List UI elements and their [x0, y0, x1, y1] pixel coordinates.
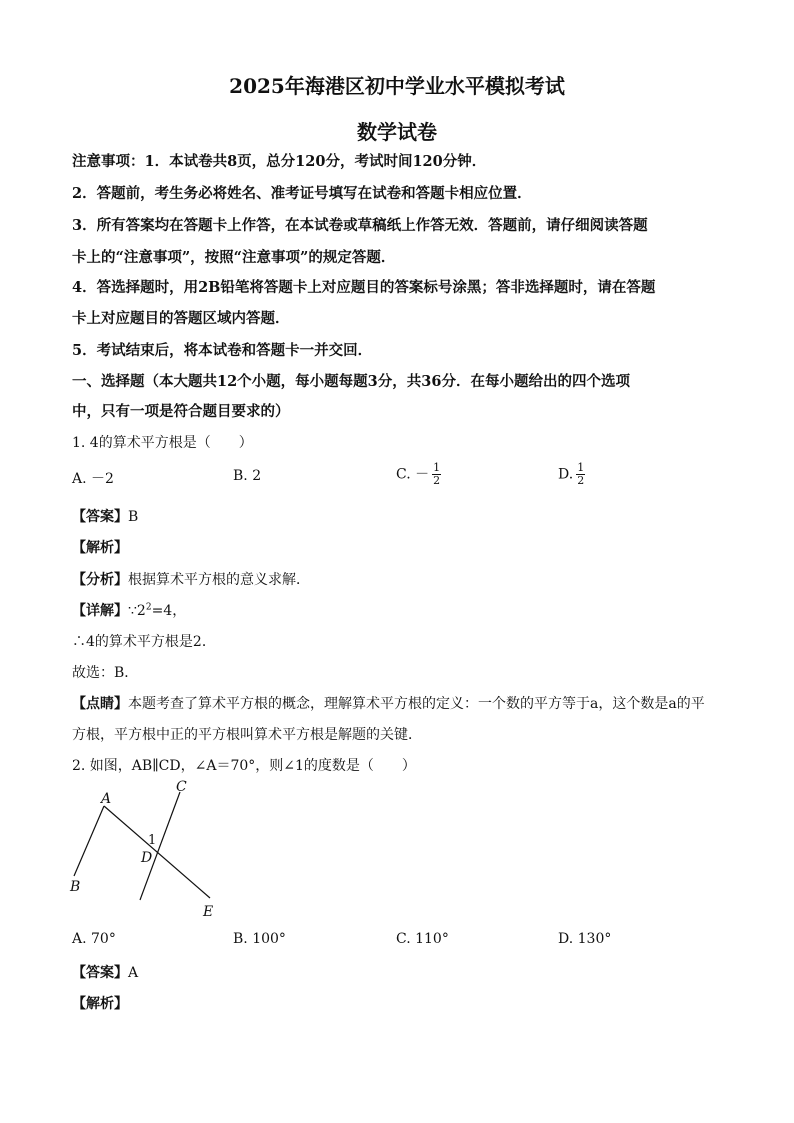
q1-option-d-prefix: D. — [558, 466, 574, 483]
answer-tag: 【答案】 — [72, 965, 128, 981]
dianjing-text: 本题考查了算术平方根的概念，理解算术平方根的定义：一个数的平方等于a，这个数是a的平 — [128, 696, 705, 712]
fraction-numerator: 1 — [433, 461, 441, 474]
q1-analysis-tag: 【解析】 — [72, 540, 128, 556]
fraction-denominator: 2 — [433, 474, 441, 487]
q2-option-b: B. 100° — [233, 931, 286, 947]
xiangjie-exponent: 2 — [145, 602, 152, 613]
label-e: E — [203, 904, 214, 920]
q2-option-a: A. 70° — [72, 931, 116, 947]
q1-fenxi — [72, 569, 310, 589]
label-a: A — [101, 791, 112, 807]
q2-geometry-figure — [62, 776, 232, 926]
q1-dianjing — [72, 693, 705, 713]
q2-answer — [72, 962, 138, 982]
page-subtitle: 数学试卷 — [357, 120, 437, 144]
q1-option-b: B. 2 — [233, 468, 262, 484]
line-ae — [104, 806, 210, 898]
q1-option-d — [558, 462, 585, 487]
q1-stem: 1. 4的算术平方根是（ ） — [72, 435, 253, 451]
fenxi-text: 根据算术平方根的意义求解． — [128, 572, 310, 588]
q2-stem: 2. 如图，AB∥CD，∠A＝70°，则∠1的度数是（ ） — [72, 758, 416, 774]
label-c: C — [176, 779, 187, 795]
line-ab — [74, 806, 104, 876]
section-heading-line2: 中，只有一项是符合题目要求的） — [72, 403, 290, 420]
answer-value: B — [128, 509, 139, 525]
fraction-denominator: 2 — [577, 474, 585, 487]
xiangjie-tag: 【详解】 — [72, 603, 128, 619]
q2-option-d: D. 130° — [558, 931, 612, 947]
xiangjie-pre: ∵2 — [128, 603, 146, 619]
label-angle-1: 1 — [148, 833, 157, 848]
q1-line3: 故选：B． — [72, 665, 139, 681]
answer-value: A — [128, 965, 139, 981]
answer-tag: 【答案】 — [72, 509, 128, 525]
page-title: 2025年海港区初中学业水平模拟考试 — [229, 74, 565, 98]
q1-option-d-fraction — [576, 462, 585, 487]
q2-analysis-tag: 【解析】 — [72, 996, 128, 1012]
q1-option-c-prefix: C. － — [396, 466, 430, 483]
fenxi-tag: 【分析】 — [72, 572, 128, 588]
note-5: 5．考试结束后，将本试卷和答题卡一并交回． — [72, 342, 373, 359]
note-4b: 卡上对应题目的答题区域内答题． — [72, 310, 290, 327]
label-b: B — [70, 879, 81, 895]
q1-option-c — [396, 462, 441, 487]
q1-option-a: A. －2 — [72, 471, 114, 487]
section-heading-line1: 一、选择题（本大题共12个小题，每小题每题3分，共36分．在每小题给出的四个选项 — [72, 373, 630, 390]
fraction-numerator: 1 — [577, 461, 585, 474]
dianjing-tag: 【点睛】 — [72, 696, 128, 712]
note-3b: 卡上的“注意事项”，按照“注意事项”的规定答题． — [72, 249, 396, 266]
q1-dianjing-line2: 方根，平方根中正的平方根叫算术平方根是解题的关键． — [72, 727, 422, 743]
note-3a: 3．所有答案均在答题卡上作答，在本试卷或草稿纸上作答无效．答题前，请仔细阅读答题 — [72, 217, 648, 234]
line-cd — [140, 792, 180, 900]
q2-option-c: C. 110° — [396, 931, 449, 947]
label-d: D — [141, 850, 153, 866]
xiangjie-post: =4， — [151, 603, 187, 619]
note-2: 2．答题前，考生务必将姓名、准考证号填写在试卷和答题卡相应位置． — [72, 185, 532, 202]
q1-xiangjie — [72, 600, 186, 620]
q1-answer — [72, 506, 138, 526]
note-4a: 4．答选择题时，用2B铅笔将答题卡上对应题目的答案标号涂黑；答非选择题时，请在答题 — [72, 279, 656, 296]
q1-option-c-fraction — [432, 462, 441, 487]
note-1: 注意事项：1．本试卷共8页，总分120分，考试时间120分钟． — [72, 153, 487, 170]
q1-line2: ∴4的算术平方根是2． — [72, 634, 216, 650]
